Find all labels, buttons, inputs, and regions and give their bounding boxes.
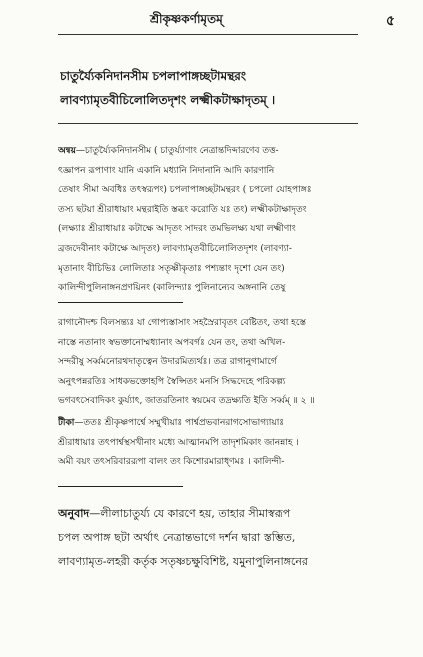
verse-line: লাবণ্যামৃতবীচিলোলিতদৃশং লক্ষ্মীকটাক্ষাদৃতম্‌ । [60,93,276,107]
translation-block [58,502,406,574]
header-rule [58,34,358,35]
translation-line: —লীলাচাতুর্য্য যে কারণে হয়, তাহার সীমাস্বরূপ [89,507,291,520]
page-number: ৫ [385,13,395,29]
tika-block [58,414,406,473]
anvaya-line: তস্য ছটয়া শ্রীরাধায়াং মন্থরাইতি স্তব্ধং করোতি যঃ তং) লক্ষ্মীকটাক্ষাদৃতং [58,204,307,215]
translation-line: চপল অপাঙ্গ ছটা অর্থাৎ নেত্রান্তভাগে দর্শন দ্বারা স্তম্ভিত, [58,531,296,544]
anvaya-line: মৃতানাং বীচিভিঃ লোলিতাঃ সতৃষ্ণীকৃতাঃ পশ্যন্তাং দৃশো যেন তং) [58,263,285,274]
anvaya-line: কালিন্দীপুলিনাঙ্গনপ্রণয়িনং (কালিন্দ্যাঃ পুলিনান্যেব অঙ্গনানি তেষু [58,283,286,294]
anvaya-block [58,142,406,299]
note-line: ভগবৎসেবাদিকং কুর্য্যাৎ, জাতরতিনাং স্বয়মেব তদ্রক্ষ্যতি ইতি সর্ব্বম্‌ ॥ ২ ॥ [58,396,315,407]
verse-rule [58,123,358,124]
translation-divider [58,486,183,487]
header-title: শ্রীকৃষ্ণকর্ণামৃতম্‌ [150,12,223,26]
note-line: সন্দরীষু সর্ব্বমনোরথদাতৃত্বেন উদারমিত্যর্থঃ। তত্র রাগানুগামার্গে [58,357,277,368]
anvaya-label: অন্বয় [58,146,76,156]
translation-line: লাবণ্যামৃত-লহরী কর্তৃক সতৃষ্ণচক্ষুবিশিষ্ট, যমুনাপুলিনাঙ্গনের [58,555,308,568]
tika-label: টীকা [58,418,75,428]
note-divider [58,302,183,303]
note-line: নাস্তে নতানাং স্বভক্তানোম্মধ্যানাং অপবর্গঃ যেন তং, তথা অখিল- [58,337,286,348]
verse [60,64,380,112]
translation-label: অনুবাদ [58,507,90,520]
anvaya-line: ৎজ্ঞাপন রূপাণাং যানি একানি মধ্যানি নিদানানি আদি কারণানি [58,165,275,176]
anvaya-line: ব্রজদেবীনাং কটাক্ষে আদৃতং) লাবণ্যামৃতবীচিলোলিতদৃশং (লাবণ্যা- [58,243,292,254]
tika-line: —ততঃ শ্রীকৃষ্ণপার্শ্বে সম্মুখীয়াঃ পার্শ্বপ্রভবানরাগসোভাগ্যায়াঃ [74,418,285,428]
note-block [58,314,406,412]
anvaya-line: (লক্ষ্যাঃ শ্রীরাধায়াঃ কটাক্ষে আদৃতং সাদরং তমভিলক্ষ্য যথা লক্ষ্মীণাং [58,224,296,235]
note-line: রাগানৌদশ্চ বিলসন্ত্যঃ যা গোপ্যস্তাসাং সহস্ৰৈরাবৃতং বেষ্টিতং, তথা হস্তে [58,318,307,328]
anvaya-line: —চাতুর্য্যৈকনিদানসীম ( চাতুর্য্যাণাং নেত্রান্তদিব্দারণেব তত্ত- [75,146,279,156]
anvaya-line: তেষাং সীমা অবধিঃ তৎস্বরূপং) চপলাপাঙ্গচ্ছটামন্থরং ( চপলো যোহপাঙ্গঃ [58,185,312,196]
tika-line: শ্রীরাধায়াঃ তৎপার্শ্বস্থসখীনাং মধ্যে আত্মানমপি তাদৃশমিকাং জানন্নাহ । [58,437,299,448]
tika-line: অমী বয়ং তৎসরিবাররূপা বালং তং কিশোরমারাধ্ণমঃ । কালিন্দী- [58,457,285,468]
note-line: অনুৎপন্নরতিঃ সাধকভক্তোহপি স্বৈপ্সিতং মনসি সিদ্ধদেহে পরিকল্প্য [58,376,286,387]
verse-line: চাতুর্য্যৈকনিদানসীম চপলাপাঙ্গচ্ছটামন্থরং [60,69,247,83]
running-header [0,8,423,32]
